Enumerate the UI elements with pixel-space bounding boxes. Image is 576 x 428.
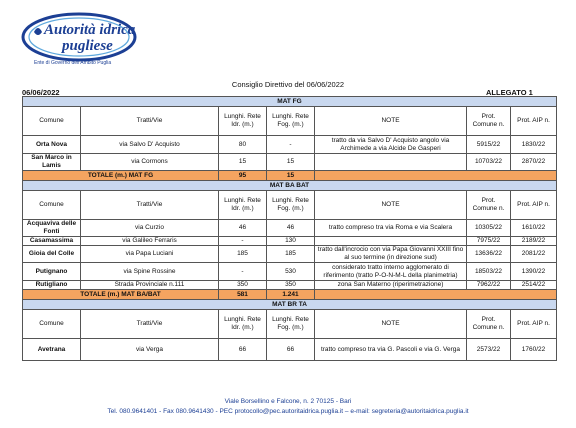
fog-length-cell: 130 bbox=[267, 237, 315, 246]
column-header-prot-aip: Prot. AIP n. bbox=[511, 191, 557, 220]
total-empty bbox=[315, 290, 557, 300]
note-cell: tratto compreso tra via G. Pascoli e via G. Verga bbox=[315, 339, 467, 361]
total-row bbox=[23, 290, 557, 300]
prot-comune-cell: 13636/22 bbox=[467, 246, 511, 263]
comune-cell: San Marco in Lamis bbox=[23, 154, 81, 171]
prot-comune-cell: 7962/22 bbox=[467, 281, 511, 290]
comune-cell: Casamassima bbox=[23, 237, 81, 246]
column-header-tratti: Tratti/Vie bbox=[81, 107, 219, 136]
column-header-comune: Comune bbox=[23, 191, 81, 220]
column-header-note: NOTE bbox=[315, 107, 467, 136]
column-header-prot-comune: Prot. Comune n. bbox=[467, 310, 511, 339]
column-header-fog: Lunghi. Rete Fog. (m.) bbox=[267, 191, 315, 220]
fog-length-cell: 66 bbox=[267, 339, 315, 361]
fog-length-cell: - bbox=[267, 136, 315, 154]
total-idr: 95 bbox=[219, 171, 267, 181]
table-row bbox=[23, 339, 557, 361]
fog-length-cell: 350 bbox=[267, 281, 315, 290]
logo-text-line2: pugliese bbox=[62, 38, 113, 54]
column-header-prot-comune: Prot. Comune n. bbox=[467, 191, 511, 220]
column-header-comune: Comune bbox=[23, 107, 81, 136]
column-header-tratti: Tratti/Vie bbox=[81, 191, 219, 220]
prot-comune-cell: 10305/22 bbox=[467, 220, 511, 237]
idr-length-cell: - bbox=[219, 263, 267, 281]
idr-length-cell: 46 bbox=[219, 220, 267, 237]
prot-aip-cell: 2870/22 bbox=[511, 154, 557, 171]
column-header-idr: Lunghi. Rete Idr. (m.) bbox=[219, 310, 267, 339]
column-header-row bbox=[23, 107, 557, 136]
table-row bbox=[23, 154, 557, 171]
logo-text-line1: Autorità idrica bbox=[44, 22, 136, 38]
logo-subtitle: Ente di Governo dell'Ambito Puglia bbox=[34, 60, 112, 66]
note-cell bbox=[315, 237, 467, 246]
column-header-comune: Comune bbox=[23, 310, 81, 339]
column-header-idr: Lunghi. Rete Idr. (m.) bbox=[219, 191, 267, 220]
idr-length-cell: 66 bbox=[219, 339, 267, 361]
total-fog: 1.241 bbox=[267, 290, 315, 300]
column-header-prot-comune: Prot. Comune n. bbox=[467, 107, 511, 136]
total-fog: 15 bbox=[267, 171, 315, 181]
street-cell: via Curzio bbox=[81, 220, 219, 237]
idr-length-cell: 185 bbox=[219, 246, 267, 263]
section-header bbox=[23, 300, 557, 310]
comune-cell: Acquaviva delle Fonti bbox=[23, 220, 81, 237]
idr-length-cell: 80 bbox=[219, 136, 267, 154]
total-idr: 581 bbox=[219, 290, 267, 300]
note-cell: tratto dall'incrocio con via Papa Giovanni XXIII fino al suo termine (in direzione sud) bbox=[315, 246, 467, 263]
street-cell: via Verga bbox=[81, 339, 219, 361]
total-label: TOTALE (m.) MAT FG bbox=[23, 171, 219, 181]
section-header bbox=[23, 97, 557, 107]
street-cell: Strada Provinciale n.111 bbox=[81, 281, 219, 290]
prot-aip-cell: 1830/22 bbox=[511, 136, 557, 154]
column-header-prot-aip: Prot. AIP n. bbox=[511, 107, 557, 136]
document-date: 06/06/2022 bbox=[22, 88, 60, 97]
street-cell: via Cormons bbox=[81, 154, 219, 171]
streets-table bbox=[22, 96, 557, 361]
table-row bbox=[23, 263, 557, 281]
prot-aip-cell: 1760/22 bbox=[511, 339, 557, 361]
table-row bbox=[23, 136, 557, 154]
total-row bbox=[23, 171, 557, 181]
note-cell: considerato tratto interno agglomerato di riferimento (tratto P-O-N-M-L della planimetria) bbox=[315, 263, 467, 281]
idr-length-cell: 350 bbox=[219, 281, 267, 290]
comune-cell: Avetrana bbox=[23, 339, 81, 361]
section-title: MAT BR TA bbox=[23, 300, 557, 310]
fog-length-cell: 530 bbox=[267, 263, 315, 281]
comune-cell: Putignano bbox=[23, 263, 81, 281]
section-header bbox=[23, 181, 557, 191]
section-title: MAT FG bbox=[23, 97, 557, 107]
column-header-row bbox=[23, 191, 557, 220]
prot-aip-cell: 2189/22 bbox=[511, 237, 557, 246]
prot-comune-cell: 7975/22 bbox=[467, 237, 511, 246]
street-cell: via Galileo Ferraris bbox=[81, 237, 219, 246]
document-title: Consiglio Direttivo del 06/06/2022 bbox=[231, 80, 345, 89]
prot-aip-cell: 2081/22 bbox=[511, 246, 557, 263]
column-header-prot-aip: Prot. AIP n. bbox=[511, 310, 557, 339]
prot-aip-cell: 1390/22 bbox=[511, 263, 557, 281]
prot-comune-cell: 10703/22 bbox=[467, 154, 511, 171]
fog-length-cell: 15 bbox=[267, 154, 315, 171]
allegato-label: ALLEGATO 1 bbox=[486, 88, 533, 97]
column-header-note: NOTE bbox=[315, 310, 467, 339]
fog-length-cell: 185 bbox=[267, 246, 315, 263]
fog-length-cell: 46 bbox=[267, 220, 315, 237]
footer-contacts: Tel. 080.9641401 - Fax 080.9641430 - PEC protocollo@pec.autoritaidrica.puglia.it – e-mail: segreteria@autoritaidrica.puglia.it bbox=[107, 408, 469, 415]
comune-cell: Gioia del Colle bbox=[23, 246, 81, 263]
idr-length-cell: 15 bbox=[219, 154, 267, 171]
street-cell: via Papa Luciani bbox=[81, 246, 219, 263]
note-cell bbox=[315, 154, 467, 171]
column-header-fog: Lunghi. Rete Fog. (m.) bbox=[267, 310, 315, 339]
column-header-row bbox=[23, 310, 557, 339]
prot-aip-cell: 1610/22 bbox=[511, 220, 557, 237]
comune-cell: Rutigliano bbox=[23, 281, 81, 290]
table-row bbox=[23, 220, 557, 237]
prot-comune-cell: 5915/22 bbox=[467, 136, 511, 154]
comune-cell: Orta Nova bbox=[23, 136, 81, 154]
street-cell: via Spine Rossine bbox=[81, 263, 219, 281]
column-header-idr: Lunghi. Rete Idr. (m.) bbox=[219, 107, 267, 136]
note-cell: zona San Materno (riperimetrazione) bbox=[315, 281, 467, 290]
table-row bbox=[23, 246, 557, 263]
note-cell: tratto da via Salvo D' Acquisto angolo via Archimede a via Alcide De Gasperi bbox=[315, 136, 467, 154]
footer-address: Viale Borsellino e Falcone, n. 2 70125 - Bari bbox=[224, 398, 352, 405]
section-title: MAT BA BAT bbox=[23, 181, 557, 191]
total-label: TOTALE (m.) MAT BA/BAT bbox=[23, 290, 219, 300]
table-row bbox=[23, 281, 557, 290]
table-row bbox=[23, 237, 557, 246]
prot-comune-cell: 18503/22 bbox=[467, 263, 511, 281]
idr-length-cell: - bbox=[219, 237, 267, 246]
prot-comune-cell: 2573/22 bbox=[467, 339, 511, 361]
note-cell: tratto compreso tra via Roma e via Scalera bbox=[315, 220, 467, 237]
street-cell: via Salvo D' Acquisto bbox=[81, 136, 219, 154]
total-empty bbox=[315, 171, 557, 181]
column-header-tratti: Tratti/Vie bbox=[81, 310, 219, 339]
column-header-fog: Lunghi. Rete Fog. (m.) bbox=[267, 107, 315, 136]
column-header-note: NOTE bbox=[315, 191, 467, 220]
prot-aip-cell: 2514/22 bbox=[511, 281, 557, 290]
